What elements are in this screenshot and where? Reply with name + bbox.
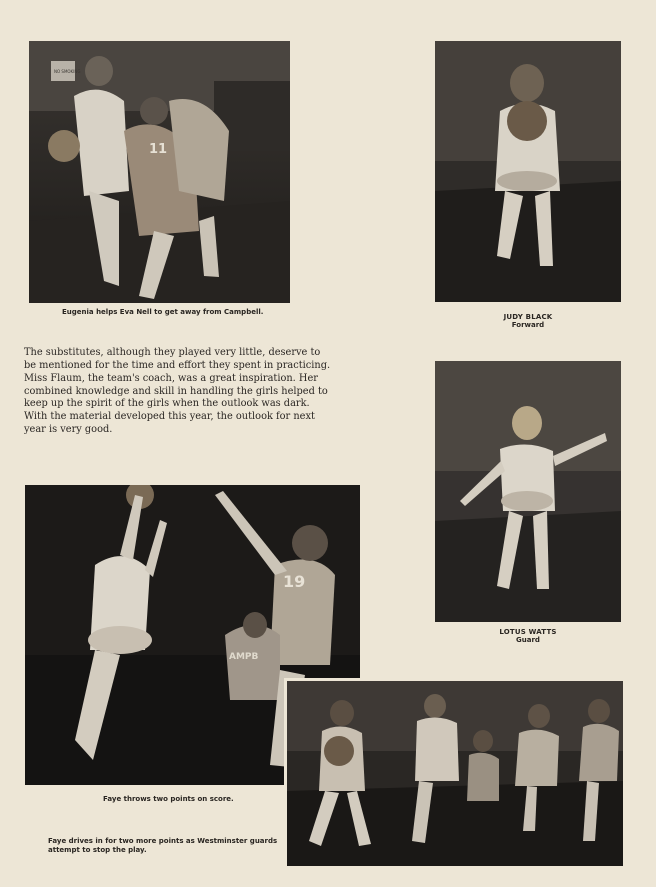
player-name: LOTUS WATTS <box>499 628 557 636</box>
jersey-letters: AMPB <box>229 652 259 662</box>
caption-faye-throws: Faye throws two points on score. <box>103 795 234 803</box>
player-name: JUDY BLACK <box>503 313 553 321</box>
caption-judy-black <box>478 313 578 329</box>
photo-judy-black <box>435 41 621 302</box>
caption-lotus-watts <box>478 628 578 644</box>
jersey-number-11: 11 <box>149 142 168 157</box>
photo-eugenia-eva-nell <box>29 41 290 303</box>
player-position: Guard <box>516 636 540 645</box>
photo-faye-drives <box>284 678 623 866</box>
caption-faye-drives: Faye drives in for two more points as Westminster guards attempt to stop the play. <box>48 837 278 855</box>
article-text <box>24 347 332 437</box>
jersey-number-19: 19 <box>283 572 306 591</box>
caption-eugenia: Eugenia helps Eva Nell to get away from Campbell. <box>62 308 264 316</box>
paragraph-coach: Miss Flaum, the team's coach, was a great inspiration. Her combined knowledge and skill in handling the girls helped to keep up the spirit of the girls when the outlook was dark. With the material developed this year, the outlook for next year is very good. <box>24 373 328 435</box>
no-smoking-sign: NO SMOKING <box>54 69 81 74</box>
photo-lotus-watts <box>435 361 621 622</box>
paragraph-substitutes: The substitutes, although they played very little, deserve to be mentioned for the time and effort they spent in practicing. <box>24 347 331 371</box>
player-position: Forward <box>511 321 545 330</box>
